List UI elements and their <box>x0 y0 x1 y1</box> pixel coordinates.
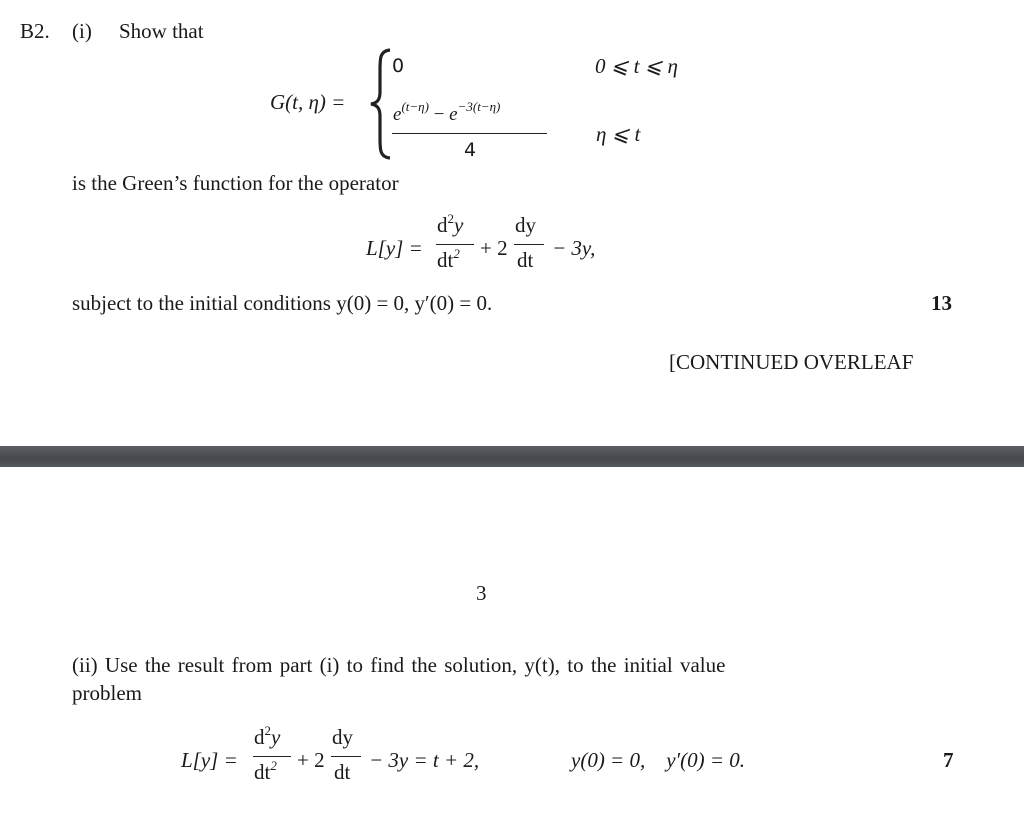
d-glyph: d <box>437 213 448 237</box>
y-glyph: y <box>271 725 281 749</box>
initial-conditions-text: subject to the initial conditions y(0) = 0, y′(0) = 0. <box>72 291 493 315</box>
continued-overleaf: [CONTINUED OVERLEAF <box>669 350 914 374</box>
operator-minus3y: − 3y, <box>552 236 596 260</box>
ivp-d2y <box>254 725 280 750</box>
page-lower <box>0 467 1024 821</box>
part-i-marks: 13 <box>931 291 952 315</box>
operator-lhs: L[y] = <box>366 236 423 260</box>
sup-2: 2 <box>264 723 271 738</box>
ivp-dt: dt <box>334 760 351 784</box>
num-e2: e <box>449 104 458 125</box>
dt-glyph: dt <box>437 248 454 272</box>
part-i-label: (i) <box>72 19 92 43</box>
num-e1: e <box>393 104 402 125</box>
sup-2: 2 <box>447 211 454 226</box>
part-ii-line1: (ii) Use the result from part (i) to find the solution, y(t), to the initial value <box>72 653 726 677</box>
operator-d2y <box>437 213 463 238</box>
operator-dt: dt <box>517 248 534 272</box>
left-brace-icon <box>368 48 394 160</box>
num-exp1: (t−η) <box>401 99 429 114</box>
green-function-lhs: G(t, η) = <box>270 90 346 114</box>
case2-numerator <box>393 99 501 126</box>
page-number: 3 <box>476 581 487 605</box>
part-ii-line2: problem <box>72 681 142 705</box>
case1-condition: 0 ⩽ t ⩽ η <box>595 54 678 78</box>
operator-dt2 <box>437 248 460 273</box>
case2-condition: η ⩽ t <box>596 122 641 146</box>
ivp-rhs: − 3y = t + 2, <box>369 748 480 772</box>
sup-2b: 2 <box>453 246 460 261</box>
case2-denominator: 4 <box>464 139 477 161</box>
ivp-plus2: + 2 <box>297 748 325 772</box>
operator-dy: dy <box>515 213 536 237</box>
part-i-intro: Show that <box>119 19 204 43</box>
ivp-initial-conditions: y(0) = 0, y′(0) = 0. <box>571 748 746 772</box>
part-ii-marks: 7 <box>943 748 954 772</box>
dt-glyph: dt <box>254 760 271 784</box>
y-glyph: y <box>454 213 464 237</box>
page-divider <box>0 446 1024 467</box>
ivp-dy: dy <box>332 725 353 749</box>
num-minus: − <box>433 104 445 125</box>
operator-text: is the Green’s function for the operator <box>72 171 399 195</box>
case2-fraction-bar <box>392 133 547 134</box>
operator-frac-bar-2 <box>514 244 544 245</box>
ivp-frac-bar-2 <box>331 756 361 757</box>
operator-plus2: + 2 <box>480 236 508 260</box>
case1-value: 0 <box>392 55 405 77</box>
question-label: B2. <box>20 19 50 43</box>
ivp-lhs: L[y] = <box>181 748 238 772</box>
ivp-dt2 <box>254 760 277 785</box>
num-exp2: −3(t−η) <box>457 99 501 114</box>
sup-2b: 2 <box>270 758 277 773</box>
d-glyph: d <box>254 725 265 749</box>
